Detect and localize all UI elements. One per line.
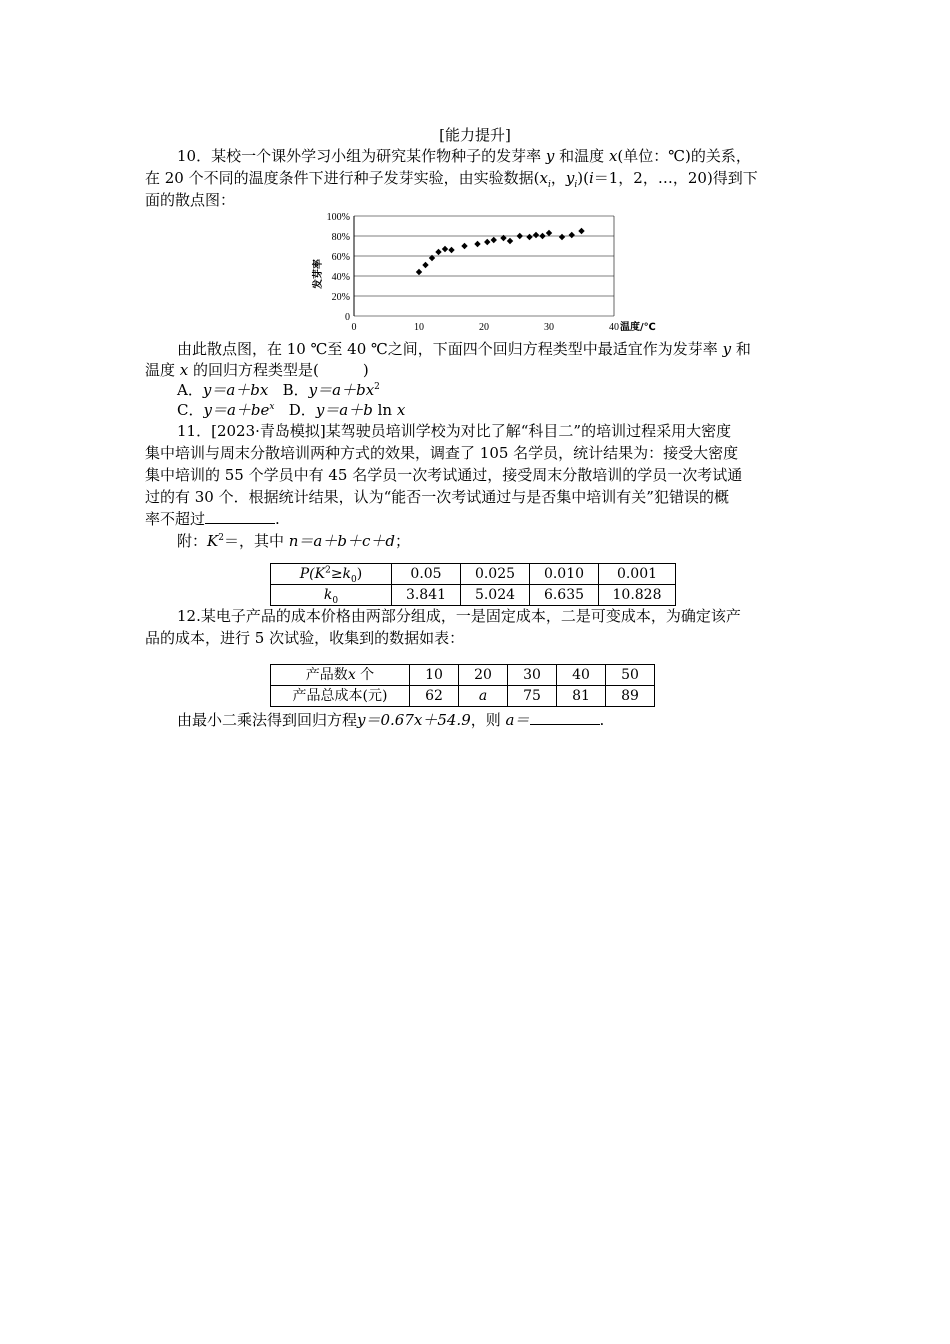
y-tick-label: 0	[345, 312, 350, 323]
q11-note: 附：$K^2=$，其中 n＝a＋b＋c＋d；	[177, 532, 410, 550]
q11-line-1: 11．[2023·青岛模拟]某驾驶员培训学校为对比了解“科目二”的培训过程采用大密度	[177, 422, 732, 440]
table-row	[271, 585, 676, 606]
q12-line-2: 品的成本，进行 5 次试验，收集到的数据如表：	[145, 629, 465, 647]
table-cell: 3.841	[392, 585, 461, 606]
x-tick-label: 10	[414, 322, 424, 333]
table-cell: a	[459, 686, 508, 707]
data-point	[539, 233, 545, 239]
data-point	[484, 239, 490, 245]
table-cell: 40	[557, 665, 606, 686]
q10-options-cd	[177, 400, 839, 420]
q11-line-5: 率不超过 .	[145, 510, 280, 528]
table-cell: 5.024	[461, 585, 530, 606]
data-point	[533, 232, 539, 238]
option-d[interactable]: D．y＝a＋b ln x	[288, 401, 406, 419]
x-axis-label: 温度/℃	[620, 322, 656, 333]
table-cell: 30	[508, 665, 557, 686]
y-tick-label: 100%	[326, 212, 350, 223]
table-row	[271, 564, 676, 585]
table-cell: 75	[508, 686, 557, 707]
table-cell: 6.635	[530, 585, 599, 606]
data-point	[442, 246, 448, 252]
data-point	[578, 228, 584, 234]
q10-line-3: 面的散点图：	[145, 191, 236, 209]
q12-last-line: 由最小二乘法得到回归方程y＝0.67x＋54.9，则 a＝ .	[177, 711, 605, 729]
q10-after-1: 由此散点图，在 10 ℃至 40 ℃之间，下面四个回归方程类型中最适宜作为发芽率 y 和	[177, 340, 751, 358]
option-b[interactable]: B．$y=a+bx^2$	[282, 381, 380, 399]
data-point	[559, 234, 565, 240]
data-point	[569, 232, 575, 238]
q10-after-2: 温度 x 的回归方程类型是( )	[145, 361, 369, 379]
data-point	[474, 241, 480, 247]
table-cell: 10.828	[599, 585, 676, 606]
q10-options-ab	[177, 380, 839, 400]
scatter-chart	[305, 207, 675, 335]
x-tick-label: 40	[609, 322, 619, 333]
q10-line-1: 10．某校一个课外学习小组为研究某作物种子的发芽率 y 和温度 x(单位：℃)的关系，	[177, 147, 751, 165]
table-cell: 产品数x 个	[271, 665, 410, 686]
table-cell: 0.010	[530, 564, 599, 585]
table-cell: $k_0$	[271, 585, 392, 606]
table-row	[271, 686, 655, 707]
y-tick-label: 80%	[331, 232, 350, 243]
data-point	[507, 238, 513, 244]
q11-line-3: 集中培训的 55 个学员中有 45 名学员一次考试通过，接受周末分散培训的学员一次考试通	[145, 466, 743, 484]
y-axis-label: 发芽率	[313, 259, 324, 289]
q11-answer-blank[interactable]	[205, 509, 275, 524]
x-tick-label: 0	[351, 322, 357, 333]
q12-line-1: 12.某电子产品的成本价格由两部分组成，一是固定成本，二是可变成本，为确定该产	[177, 607, 741, 625]
q11-line-2: 集中培训与周末分散培训两种方式的效果，调查了 105 名学员，统计结果为：接受大密度	[145, 444, 739, 462]
option-c[interactable]: C．$y=a+be^x$	[177, 401, 275, 419]
data-point	[517, 233, 523, 239]
option-a[interactable]: A．y＝a＋bx	[177, 381, 269, 399]
table-row	[271, 665, 655, 686]
table-cell: 产品总成本(元)	[271, 686, 410, 707]
data-point	[422, 262, 428, 268]
q12-answer-blank[interactable]	[530, 710, 600, 725]
q11-line-4: 过的有 30 个．根据统计结果，认为“能否一次考试通过与是否集中培训有关”犯错误的概	[145, 488, 729, 506]
k2-critical-table	[270, 563, 676, 606]
data-point	[491, 237, 497, 243]
table-cell: 0.001	[599, 564, 676, 585]
table-cell: 50	[606, 665, 655, 686]
y-tick-label: 20%	[331, 292, 350, 303]
table-cell: 0.05	[392, 564, 461, 585]
cost-table	[270, 664, 655, 707]
y-tick-label: 60%	[331, 252, 350, 263]
q10-line-2: 在 20 个不同的温度条件下进行种子发芽实验，由实验数据($x_i$，$y_i)(i=1$，2，…，20)得到下	[145, 169, 758, 190]
table-cell: 20	[459, 665, 508, 686]
data-point	[526, 234, 532, 240]
data-point	[416, 269, 422, 275]
table-cell: 10	[410, 665, 459, 686]
data-point	[435, 249, 441, 255]
section-title: [能力提升]	[439, 126, 511, 144]
x-tick-label: 30	[544, 322, 554, 333]
data-point	[448, 247, 454, 253]
data-point	[461, 243, 467, 249]
table-cell: 89	[606, 686, 655, 707]
x-tick-label: 20	[479, 322, 489, 333]
table-cell: 81	[557, 686, 606, 707]
data-point	[546, 230, 552, 236]
y-tick-label: 40%	[331, 272, 350, 283]
table-cell: 0.025	[461, 564, 530, 585]
table-cell: $P(K^2\ge k_0)$	[271, 564, 392, 585]
table-cell: 62	[410, 686, 459, 707]
